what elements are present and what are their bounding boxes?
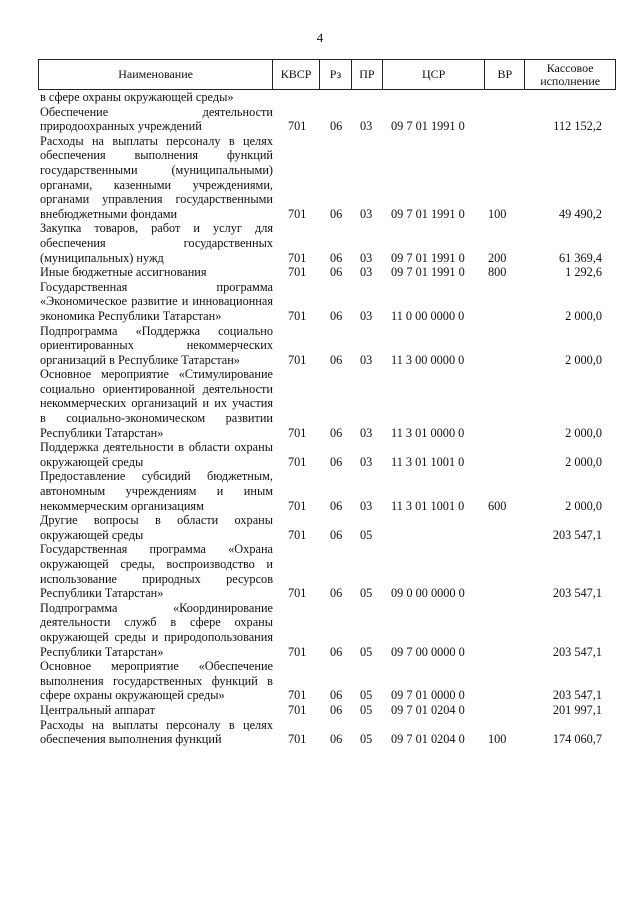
row-kvsr: 701	[288, 425, 307, 440]
row-csr: 09 7 01 1991 0	[391, 250, 465, 265]
row-pr: 03	[360, 352, 373, 367]
row-amount: 203 547,1	[552, 527, 602, 542]
row-csr: 09 7 01 1991 0	[391, 265, 465, 280]
row-name: Другие вопросы в области охраны окружающей среды	[40, 513, 273, 542]
row-csr: 11 3 01 0000 0	[391, 425, 465, 440]
row-name: Подпрограмма «Поддержка социально ориентированных некоммерческих организаций в Республике Татарстан»	[40, 323, 273, 367]
row-csr: 11 3 01 1001 0	[391, 498, 465, 513]
row-rz: 06	[330, 206, 343, 221]
row-name: Закупка товаров, работ и услуг для обеспечения государственных (муниципальных) нужд	[40, 221, 273, 265]
row-pr: 03	[360, 206, 373, 221]
row-pr: 03	[360, 250, 373, 265]
row-csr: 09 7 01 0204 0	[391, 732, 465, 747]
row-kvsr: 701	[288, 498, 307, 513]
row-rz: 06	[330, 425, 343, 440]
row-name: Государственная программа «Экономическое развитие и инновационная экономика Республики Татарстан»	[40, 279, 273, 323]
row-vr: 600	[488, 498, 507, 513]
table-row	[38, 324, 616, 368]
row-name: Поддержка деятельности в области охраны окружающей среды	[40, 440, 273, 469]
table-row	[38, 659, 616, 703]
row-name: Расходы на выплаты персоналу в целях обеспечения выполнения функций государственными (муниципальными) органами, казенными учреждениями, органами управления государственными внебюджетными фондами	[40, 133, 273, 221]
row-amount: 49 490,2	[558, 206, 602, 221]
row-rz: 06	[330, 732, 343, 747]
row-csr: 09 7 00 0000 0	[391, 644, 465, 659]
row-name: в сфере охраны окружающей среды»	[40, 90, 234, 104]
row-pr: 05	[360, 527, 373, 542]
row-name: Расходы на выплаты персоналу в целях обеспечения выполнения функций	[40, 717, 273, 747]
row-rz: 06	[330, 250, 343, 265]
row-kvsr: 701	[288, 119, 307, 134]
row-rz: 06	[330, 586, 343, 601]
row-rz: 06	[330, 644, 343, 659]
row-csr: 09 0 00 0000 0	[391, 586, 465, 601]
table-header	[38, 59, 616, 90]
row-kvsr: 701	[288, 586, 307, 601]
row-name: Основное мероприятие «Обеспечение выполнения государственных функций в сфере охраны окружающей среды»	[40, 659, 273, 703]
row-pr: 03	[360, 454, 373, 469]
row-amount: 112 152,2	[553, 119, 602, 134]
header-rz: Рз	[320, 60, 352, 89]
table-row	[38, 542, 616, 600]
header-name: Наименование	[39, 60, 273, 89]
header-csr: ЦСР	[383, 60, 486, 89]
row-vr: 100	[488, 732, 507, 747]
row-amount: 1 292,6	[565, 265, 602, 280]
row-rz: 06	[330, 352, 343, 367]
row-amount: 203 547,1	[552, 586, 602, 601]
table-row	[38, 601, 616, 659]
table-row	[38, 367, 616, 440]
row-pr: 03	[360, 308, 373, 323]
table-row	[38, 703, 616, 718]
row-kvsr: 701	[288, 265, 307, 280]
row-pr: 05	[360, 702, 373, 717]
header-kass: Кассовое исполнение	[540, 60, 601, 88]
row-kvsr: 701	[288, 352, 307, 367]
row-kvsr: 701	[288, 644, 307, 659]
row-amount: 174 060,7	[552, 732, 602, 747]
row-kvsr: 701	[288, 250, 307, 265]
row-kvsr: 701	[288, 527, 307, 542]
row-pr: 03	[360, 425, 373, 440]
row-rz: 06	[330, 265, 343, 280]
row-amount: 203 547,1	[552, 644, 602, 659]
row-csr: 09 7 01 0000 0	[391, 688, 465, 703]
row-kvsr: 701	[288, 732, 307, 747]
table-row	[38, 513, 616, 542]
row-pr: 05	[360, 586, 373, 601]
row-csr: 11 0 00 0000 0	[391, 308, 465, 323]
row-amount: 201 997,1	[552, 702, 602, 717]
row-rz: 06	[330, 498, 343, 513]
row-csr: 09 7 01 1991 0	[391, 206, 465, 221]
row-rz: 06	[330, 688, 343, 703]
table-body	[38, 90, 616, 747]
row-csr: 11 3 00 0000 0	[391, 352, 465, 367]
row-csr: 09 7 01 0204 0	[391, 702, 465, 717]
table-row	[38, 265, 616, 280]
row-name: Государственная программа «Охрана окружающей среды, воспроизводство и использование природных ресурсов Республики Татарстан»	[40, 542, 273, 601]
page-number: 4	[316, 30, 324, 45]
table-row	[38, 134, 616, 222]
row-kvsr: 701	[288, 688, 307, 703]
row-vr: 100	[488, 206, 507, 221]
row-amount: 61 369,4	[558, 250, 602, 265]
row-rz: 06	[330, 454, 343, 469]
row-rz: 06	[330, 308, 343, 323]
row-csr: 09 7 01 1991 0	[391, 119, 465, 134]
row-pr: 03	[360, 119, 373, 134]
row-amount: 2 000,0	[565, 308, 602, 323]
row-rz: 06	[330, 702, 343, 717]
row-kvsr: 701	[288, 206, 307, 221]
table-row	[38, 718, 616, 747]
row-pr: 05	[360, 688, 373, 703]
row-vr: 200	[488, 250, 507, 265]
row-csr: 11 3 01 1001 0	[391, 454, 465, 469]
row-amount: 2 000,0	[565, 454, 602, 469]
table-row	[38, 280, 616, 324]
row-amount: 2 000,0	[565, 352, 602, 367]
row-rz: 06	[330, 119, 343, 134]
row-name: Иные бюджетные ассигнования	[40, 265, 207, 280]
table-row	[38, 469, 616, 513]
row-pr: 03	[360, 498, 373, 513]
table-row	[38, 440, 616, 469]
header-kvsr: КВСР	[273, 60, 320, 89]
table-row	[38, 221, 616, 265]
row-pr: 03	[360, 265, 373, 280]
row-amount: 203 547,1	[552, 688, 602, 703]
row-rz: 06	[330, 527, 343, 542]
row-name: Основное мероприятие «Стимулирование социально ориентированной деятельности некоммерческих организаций и их участия в социально-экономическом развитии Республики Татарстан»	[40, 367, 273, 440]
header-pr: ПР	[352, 60, 383, 89]
row-pr: 05	[360, 644, 373, 659]
header-vr: ВР	[485, 60, 525, 89]
table-row	[38, 105, 616, 134]
table-row	[38, 90, 616, 105]
row-name: Обеспечение деятельности природоохранных учреждений	[40, 104, 273, 134]
row-pr: 05	[360, 732, 373, 747]
row-amount: 2 000,0	[565, 498, 602, 513]
row-vr: 800	[488, 265, 507, 280]
row-name: Подпрограмма «Координирование деятельности служб в сфере охраны окружающей среды и природопользования Республики Татарстан»	[40, 600, 273, 659]
row-kvsr: 701	[288, 454, 307, 469]
row-kvsr: 701	[288, 308, 307, 323]
row-amount: 2 000,0	[565, 425, 602, 440]
row-name: Центральный аппарат	[40, 702, 155, 717]
row-name: Предоставление субсидий бюджетным, автономным учреждениям и иным некоммерческим организациям	[40, 469, 273, 513]
row-kvsr: 701	[288, 702, 307, 717]
